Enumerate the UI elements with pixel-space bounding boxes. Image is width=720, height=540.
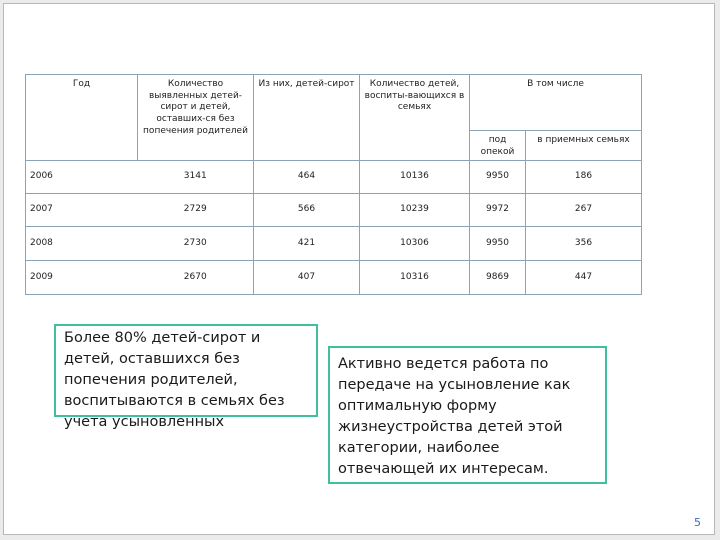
cell-foster: 447	[526, 261, 642, 295]
statistics-table	[25, 74, 642, 295]
table-row	[26, 227, 642, 261]
note-left: Более 80% детей-сирот и детей, оставшихся без попечения родителей, воспитываются в семьях без учета усыновленных	[54, 324, 318, 417]
header-identified: Количество выявленных детей-сирот и детей, оставших-ся без попечения родителей	[138, 75, 254, 161]
cell-identified: 2729	[138, 194, 254, 227]
cell-orphans: 421	[254, 227, 360, 261]
cell-guardianship: 9869	[470, 261, 526, 295]
table-row	[26, 261, 642, 295]
header-in-families: Количество детей, воспиты-вающихся в семьях	[360, 75, 470, 161]
header-foster: в приемных семьях	[526, 131, 642, 161]
cell-orphans: 407	[254, 261, 360, 295]
cell-year: 2006	[26, 161, 138, 194]
cell-year: 2007	[26, 194, 138, 227]
cell-in-families: 10136	[360, 161, 470, 194]
header-year: Год	[26, 75, 138, 161]
cell-guardianship: 9950	[470, 161, 526, 194]
cell-identified: 3141	[138, 161, 254, 194]
cell-guardianship: 9950	[470, 227, 526, 261]
cell-guardianship: 9972	[470, 194, 526, 227]
cell-in-families: 10306	[360, 227, 470, 261]
cell-foster: 267	[526, 194, 642, 227]
page-number: 5	[694, 516, 701, 529]
cell-identified: 2670	[138, 261, 254, 295]
cell-orphans: 464	[254, 161, 360, 194]
header-including: В том числе	[470, 75, 642, 131]
table-row	[26, 161, 642, 194]
cell-in-families: 10239	[360, 194, 470, 227]
cell-foster: 356	[526, 227, 642, 261]
cell-in-families: 10316	[360, 261, 470, 295]
cell-identified: 2730	[138, 227, 254, 261]
cell-orphans: 566	[254, 194, 360, 227]
cell-foster: 186	[526, 161, 642, 194]
cell-year: 2008	[26, 227, 138, 261]
header-orphans: Из них, детей-сирот	[254, 75, 360, 161]
table-row	[26, 194, 642, 227]
note-right: Активно ведется работа по передаче на усыновление как оптимальную форму жизнеустройства детей этой категории, наиболее отвечающей их интересам.	[328, 346, 607, 484]
header-guardianship: под опекой	[470, 131, 526, 161]
cell-year: 2009	[26, 261, 138, 295]
slide	[3, 3, 715, 535]
